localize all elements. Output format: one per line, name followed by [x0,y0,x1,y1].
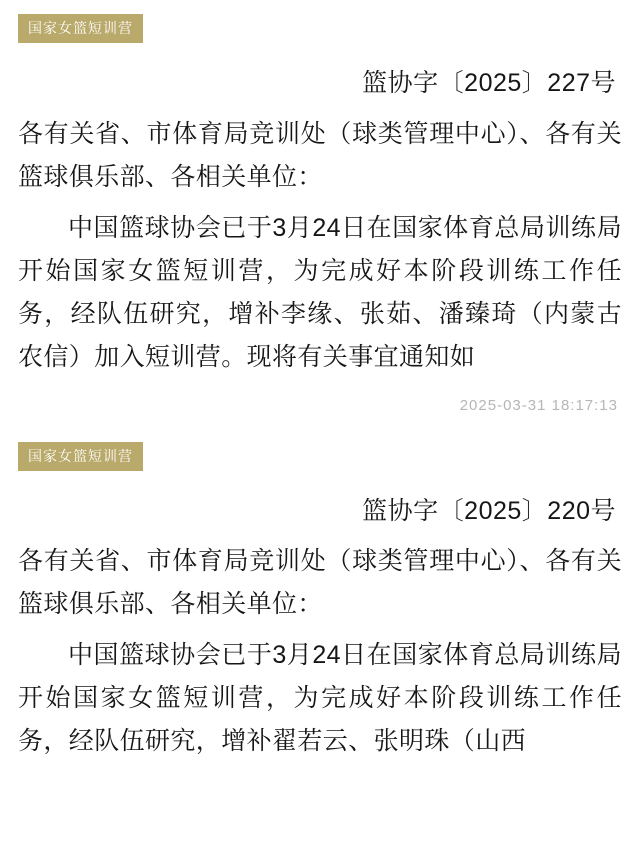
document-number: 篮协字〔2025〕227号 [362,69,616,97]
tag-row [18,0,622,49]
post-tag[interactable]: 国家女篮短训营 [18,14,143,43]
post-tag[interactable]: 国家女篮短训营 [18,442,143,471]
post-timestamp: 2025-03-31 18:17:13 [459,396,618,414]
addressee-text: 各有关省、市体育局竞训处（球类管理中心）、各有关篮球俱乐部、各相关单位： [18,119,622,191]
body-paragraph [18,207,622,379]
paragraph-spacer [18,199,622,207]
document-number: 篮协字〔2025〕220号 [362,496,616,525]
paragraph-spacer [18,626,622,634]
addressee-text: 各有关省、市体育局竞训处（球类管理中心）、各有关篮球俱乐部、各相关单位： [18,547,622,618]
body-paragraph-text: 中国篮球协会已于3月24日在国家体育总局训练局开始国家女篮短训营，为完成好本阶段训练工作任务，经队伍研究，增补李缘、张茹、潘臻琦（内蒙古农信）加入短训营。现将有关事宜通知如 [18,213,622,371]
body-paragraph [18,634,622,763]
post-item [18,0,622,428]
body-paragraph-text: 中国篮球协会已于3月24日在国家体育总局训练局开始国家女篮短训营，为完成好本阶段训练工作任务，经队伍研究，增补翟若云、张明珠（山西 [18,641,622,755]
tag-row [18,428,622,477]
post-item [18,428,622,764]
